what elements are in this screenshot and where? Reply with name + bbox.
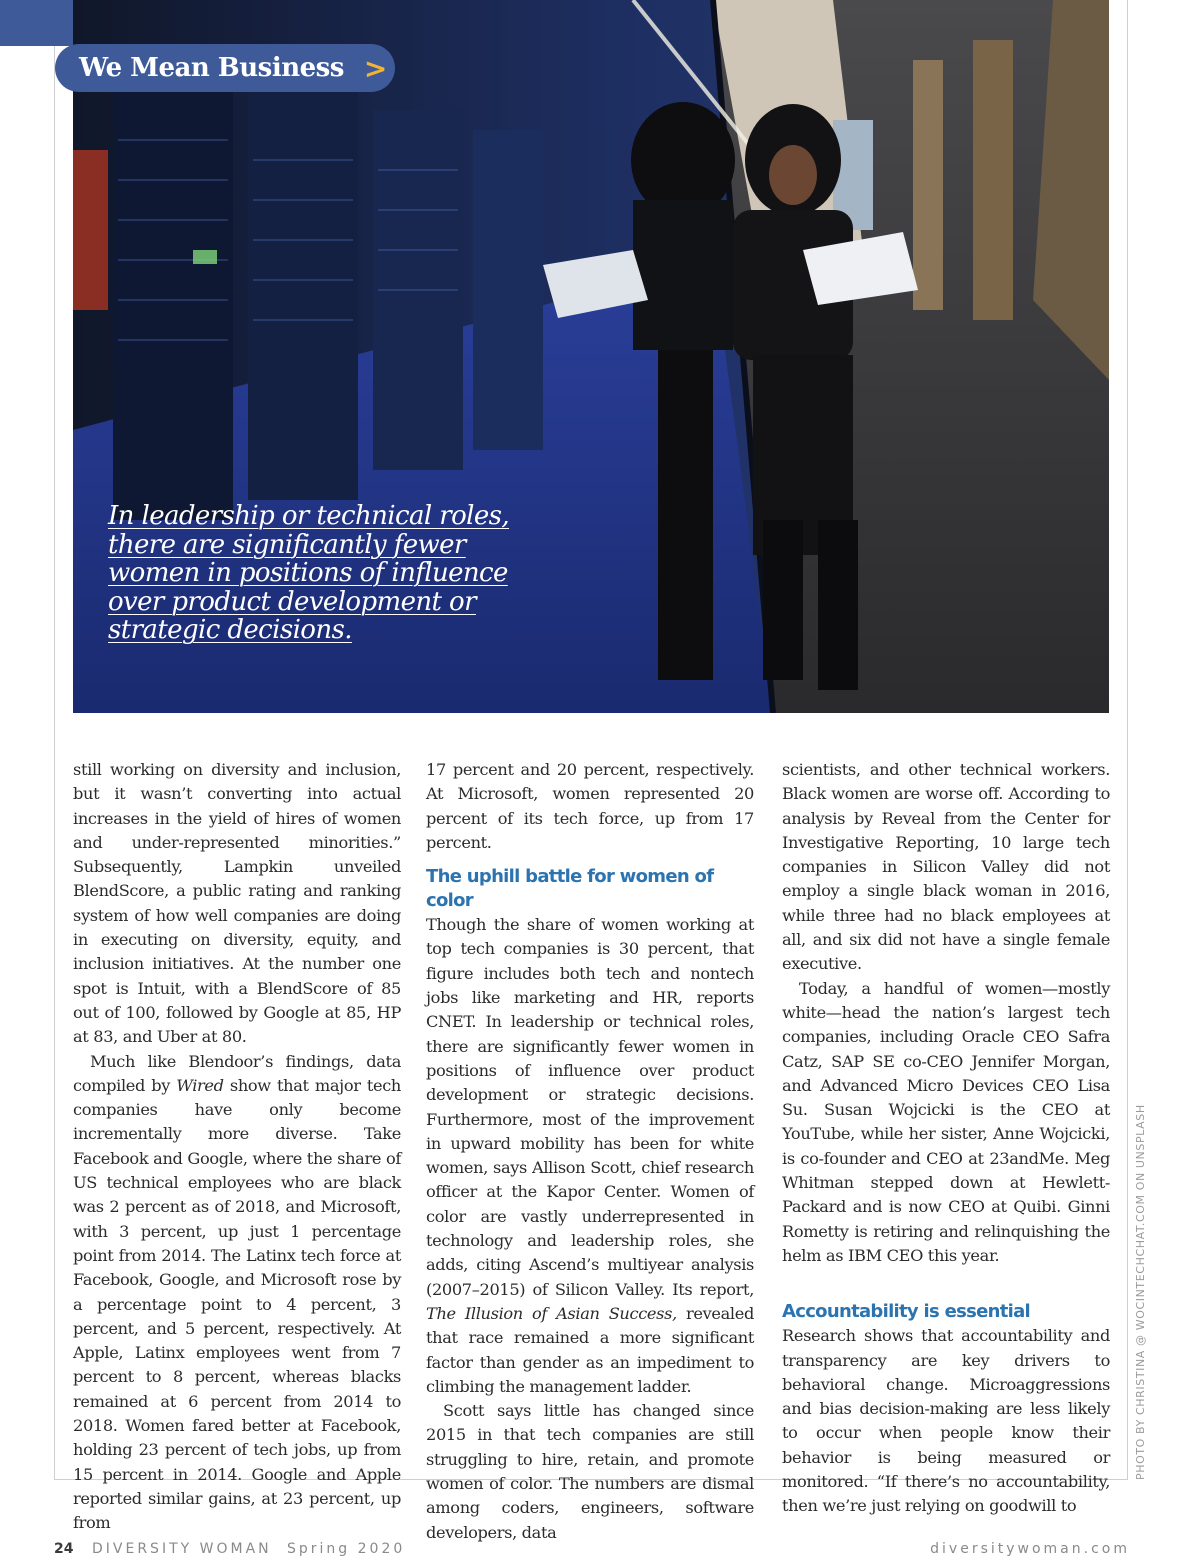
subheading: Accountability is essential [782, 1301, 1031, 1323]
article-column-1 [73, 758, 401, 1536]
issue-date: Spring 2020 [287, 1541, 406, 1557]
report-title: The Illusion of Asian Success, [426, 1303, 677, 1323]
text-run: Though the share of women working at top tech companies is 30 percent, that figure includes both tech and nontech jobs like marketing and HR, reports CNET. In leadership or technical roles, there are significantly fewer women in positions of influence over product development or strategic decisions. Furthermore, most of the improvement in upward mobility has been for white women, says Allison Scott, chief research officer at the Kapor Center. Women of color are vastly underrepresented in technology and leadership roles, she adds, citing Ascend’s multiyear analysis (2007–2015) of Silicon Valley. Its report, [426, 915, 754, 1299]
section-label: We Mean Business [79, 53, 344, 83]
paragraph: scientists, and other technical workers. Black women are worse off. According to analysis by Reveal from the Center for Investigative Reporting, 10 large tech companies in Silicon Valley did not employ a single black woman in 2016, while three had no black employees at all, and six did not have a single female executive. [782, 760, 1110, 974]
publication-title: Wired [176, 1075, 224, 1095]
paragraph: Research shows that accountability and transparency are key drivers to behavioral change. Microaggressions and bias decision-making are less likely to occur when people know their behavior is being measured or monitored. “If there’s no accountability, then we’re just relying on goodwill to [782, 1326, 1110, 1516]
paragraph [73, 1050, 401, 1536]
photo-credit: PHOTO BY CHRISTINA @ WOCINTECHCHAT.COM ON UNSPLASH [1134, 1104, 1147, 1480]
website-link[interactable]: diversitywoman.com [930, 1541, 1130, 1557]
article-column-3 [782, 758, 1110, 1519]
paragraph: Today, a handful of women—mostly white—head the nation’s largest tech companies, including Oracle CEO Safra Catz, SAP SE co-CEO Jennifer Morgan, and Advanced Micro Devices CEO Lisa Su. Susan Wojcicki is the CEO at YouTube, while her sister, Anne Wojcicki, is co-founder and CEO at 23andMe. Meg Whitman stepped down at Hewlett-Packard and is now CEO at Quibi. Ginni Rometty is retiring and relinquishing the helm as IBM CEO this year. [782, 978, 1110, 1265]
article-body [73, 758, 1110, 1542]
text-run: revealed that race remained a more significant factor than gender as an impediment to climbing the management ladder. [426, 1303, 754, 1396]
magazine-name: DIVERSITY WOMAN [92, 1541, 272, 1557]
paragraph: Scott says little has changed since 2015 in that tech companies are still struggling to hire, retain, and promote women of color. The numbers are dismal among coders, engineers, software developers, data [426, 1401, 754, 1542]
subheading: The uphill battle for women of color [426, 866, 714, 912]
pull-quote: In leadership or technical roles, there are significantly fewer women in positions of influence over product development or strategic decisions. [108, 501, 510, 645]
page-number: 24 [54, 1541, 74, 1557]
chevron-right-icon: > [363, 51, 388, 85]
paragraph: 17 percent and 20 percent, respectively. At Microsoft, women represented 20 percent of its tech force, up from 17 percent. [426, 760, 754, 852]
section-label-tab [55, 44, 395, 92]
paragraph: still working on diversity and inclusion, but it wasn’t converting into actual increases in the yield of hires of women and under-represented minorities.” Subsequently, Lampkin unveiled BlendScore, a public rating and ranking system of how well companies are doing in executing on diversity, equity, and inclusion initiatives. At the number one spot is Intuit, with a BlendScore of 85 out of 100, followed by Google at 85, HP at 83, and Uber at 80. [73, 760, 401, 1047]
article-column-2 [426, 758, 754, 1545]
text-run: show that major tech companies have only become incrementally more diverse. Take Facebook and Google, where the share of US technical employees who are black was 2 percent as of 2018, and Microsoft, with 3 percent, up just 1 percentage point from 2014. The Latinx tech force at Facebook, Google, and Microsoft rose by a percentage point to 4 percent, 3 percent, and 5 percent, respectively. At Apple, Latinx employees went from 7 percent to 8 percent, whereas blacks remained at 6 percent from 2014 to 2018. Women fared better at Facebook, holding 23 percent of tech jobs, up from 15 percent in 2014. Google and Apple reported similar gains, at 23 percent, up from [73, 1075, 402, 1533]
text-run: Much like Blendoor’s findings, data compiled by [73, 1051, 401, 1095]
paragraph [426, 913, 754, 1399]
